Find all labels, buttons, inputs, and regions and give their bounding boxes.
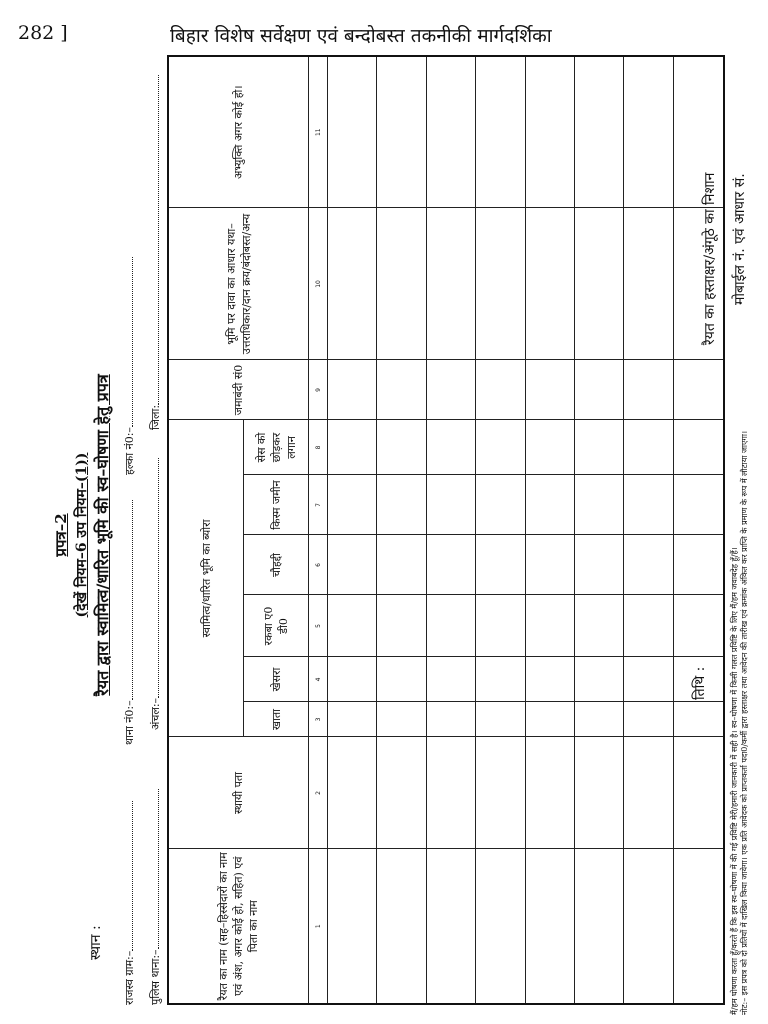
table-cell <box>426 535 475 595</box>
circle-field <box>148 458 163 730</box>
table-cell <box>426 475 475 535</box>
col-raiyat-name: रैयत का नाम (सह–हिस्सेदारों का नाम एवं अंश, अगर कोई हो, सहित) एवं पिता का नाम <box>168 849 309 1004</box>
district-field <box>148 75 163 430</box>
table-cell <box>525 702 574 737</box>
table-cell <box>426 595 475 657</box>
table-cell <box>328 737 377 849</box>
form-heading <box>50 55 114 1015</box>
form-title: रैयत द्वारा स्वामित्व/धारित भूमि की स्व–घोषणा हेतु प्रपत्र <box>93 374 112 696</box>
table-cell <box>328 702 377 737</box>
table-cell <box>476 849 525 1004</box>
table-cell <box>377 657 426 702</box>
column-number: 4 <box>309 657 328 702</box>
date-label: तिथि : <box>692 666 708 700</box>
table-cell <box>328 595 377 657</box>
table-cell <box>574 595 623 657</box>
land-details-table <box>167 55 725 1005</box>
table-cell <box>574 737 623 849</box>
table-cell <box>377 535 426 595</box>
table-cell <box>574 702 623 737</box>
revenue-village-field <box>122 801 137 1005</box>
table-cell <box>377 702 426 737</box>
table-cell <box>673 475 724 535</box>
table-cell <box>525 657 574 702</box>
table-cell <box>328 208 377 360</box>
table-cell <box>426 737 475 849</box>
col-boundary: चौहद्दी <box>244 535 309 595</box>
signature-label: रैयत का हस्ताक्षर/अंगूठे का निशान <box>702 172 718 345</box>
table-cell <box>574 208 623 360</box>
revenue-village-label: राजस्व ग्राम:– <box>123 950 136 1005</box>
table-row <box>574 56 623 1004</box>
table-cell <box>476 56 525 208</box>
table-row <box>624 56 673 1004</box>
table-cell <box>476 535 525 595</box>
table-cell <box>377 849 426 1004</box>
table-cell <box>624 849 673 1004</box>
table-row <box>377 56 426 1004</box>
table-cell <box>426 420 475 475</box>
table-cell <box>673 420 724 475</box>
table-cell <box>377 420 426 475</box>
col-claim-basis: भूमि पर दावा का आधार यथा–उत्तराधिकार/दान क्रय/बंदोबस्त/अन्य <box>168 208 309 360</box>
table-cell <box>476 360 525 420</box>
table-cell <box>673 360 724 420</box>
police-station-no-field <box>122 500 137 745</box>
table-cell <box>328 475 377 535</box>
table-cell <box>624 56 673 208</box>
mobile-aadhaar-label: मोबाईल नं. एवं आधार सं. <box>732 173 748 305</box>
table-cell <box>426 849 475 1004</box>
table-cell <box>377 208 426 360</box>
table-cell <box>525 849 574 1004</box>
col-jamabandi: जमाबंदी सं0 <box>168 360 309 420</box>
table-cell <box>574 657 623 702</box>
table-cell <box>673 849 724 1004</box>
table-cell <box>476 420 525 475</box>
col-remarks: अभ्युक्ति अगर कोई हो। <box>168 56 309 208</box>
police-station-no-label: थाना नं0:– <box>123 700 136 745</box>
table-cell <box>624 475 673 535</box>
col-area: रकबा ए0 डी0 <box>244 595 309 657</box>
declaration-text: मैं/हम घोषणा करता हूँ/करते हैं कि इस स्व–घोषणा में की गई प्रविष्टि मेरी/हमारी जानकारी में सही है। स्व–घोषणा में किसी गलत प्रविष्टि के लिए मैं/हम जवाबदेह हूँ/हैं। <box>730 547 739 1015</box>
table-cell <box>426 360 475 420</box>
table-cell <box>328 849 377 1004</box>
table-cell <box>574 849 623 1004</box>
table-cell <box>673 702 724 737</box>
table-cell <box>574 475 623 535</box>
table-cell <box>624 420 673 475</box>
halka-no-label: हल्का नं0:– <box>123 427 136 475</box>
table-cell <box>426 208 475 360</box>
rotated-form <box>50 55 750 1015</box>
table-cell <box>426 56 475 208</box>
table-cell <box>377 595 426 657</box>
col-rent: सेस को छोड़कर लगान <box>244 420 309 475</box>
halka-no-field <box>122 257 137 475</box>
table-cell <box>574 420 623 475</box>
table-cell <box>328 420 377 475</box>
rule-reference: (देखें नियम–6 उप नियम–(1)) <box>74 452 90 618</box>
table-cell <box>624 702 673 737</box>
column-number: 8 <box>309 420 328 475</box>
table-cell <box>574 535 623 595</box>
table-cell <box>525 595 574 657</box>
table-cell <box>624 208 673 360</box>
table-cell <box>525 475 574 535</box>
table-cell <box>624 595 673 657</box>
note-text: नोट:– इस प्रपत्र को दो प्रतियों में दाखिल किया जायेगा। एक प्रति आवेदक को प्राप्तकर्ता पदा0/कर्मी द्वारा हस्ताक्षर तथा आवेदन की तारीख एवं क्रमांक अंकित कर प्राप्ति के प्रमाण के रूप में लौटाया जाएगा। <box>740 430 749 1015</box>
table-row <box>525 56 574 1004</box>
form-number: प्रपत्र–2 <box>52 513 70 557</box>
table-cell <box>328 657 377 702</box>
table-cell <box>377 475 426 535</box>
table-cell <box>426 702 475 737</box>
table-cell <box>476 702 525 737</box>
district-label: जिला: <box>149 404 162 430</box>
column-number: 5 <box>309 595 328 657</box>
table-cell <box>377 56 426 208</box>
table-cell <box>673 595 724 657</box>
table-row <box>426 56 475 1004</box>
table-cell <box>377 737 426 849</box>
column-number: 6 <box>309 535 328 595</box>
table-cell <box>525 56 574 208</box>
table-cell <box>673 535 724 595</box>
table-body <box>328 56 725 1004</box>
col-land-type: किस्म जमीन <box>244 475 309 535</box>
place-label: स्थान : <box>88 925 104 960</box>
table-cell <box>525 420 574 475</box>
table-cell <box>476 737 525 849</box>
table-cell <box>476 208 525 360</box>
table-row <box>476 56 525 1004</box>
table-cell <box>624 657 673 702</box>
table-cell <box>476 475 525 535</box>
column-number: 3 <box>309 702 328 737</box>
police-station-label: पुलिस थाना:– <box>149 949 162 1005</box>
running-title: बिहार विशेष सर्वेक्षण एवं बन्दोबस्त तकनीकी मार्गदर्शिका <box>170 25 552 47</box>
column-number: 11 <box>309 56 328 208</box>
table-row <box>328 56 377 1004</box>
table-cell <box>574 56 623 208</box>
col-permanent-address: स्थायी पता <box>168 737 309 849</box>
table-cell <box>328 56 377 208</box>
table-cell <box>624 535 673 595</box>
table-cell <box>673 737 724 849</box>
table-cell <box>624 737 673 849</box>
column-number: 1 <box>309 849 328 1004</box>
table-cell <box>574 360 623 420</box>
page-number: 282 ] <box>18 22 68 44</box>
police-station-field <box>148 789 163 1005</box>
column-number-row <box>309 56 328 1004</box>
column-number: 7 <box>309 475 328 535</box>
column-number: 10 <box>309 208 328 360</box>
table-cell <box>525 737 574 849</box>
table-cell <box>476 595 525 657</box>
column-number: 9 <box>309 360 328 420</box>
table-cell <box>328 360 377 420</box>
col-khata: खाता <box>244 702 309 737</box>
table-cell <box>525 535 574 595</box>
table-cell <box>624 360 673 420</box>
col-land-details: स्वामित्व/धारित भूमि का ब्योरा <box>168 420 244 737</box>
table-cell <box>328 535 377 595</box>
table-cell <box>476 657 525 702</box>
table-cell <box>525 360 574 420</box>
table-cell <box>525 208 574 360</box>
circle-label: अंचल:– <box>149 697 162 730</box>
column-number: 2 <box>309 737 328 849</box>
table-cell <box>426 657 475 702</box>
table-cell <box>377 360 426 420</box>
col-khesra: खेसरा <box>244 657 309 702</box>
